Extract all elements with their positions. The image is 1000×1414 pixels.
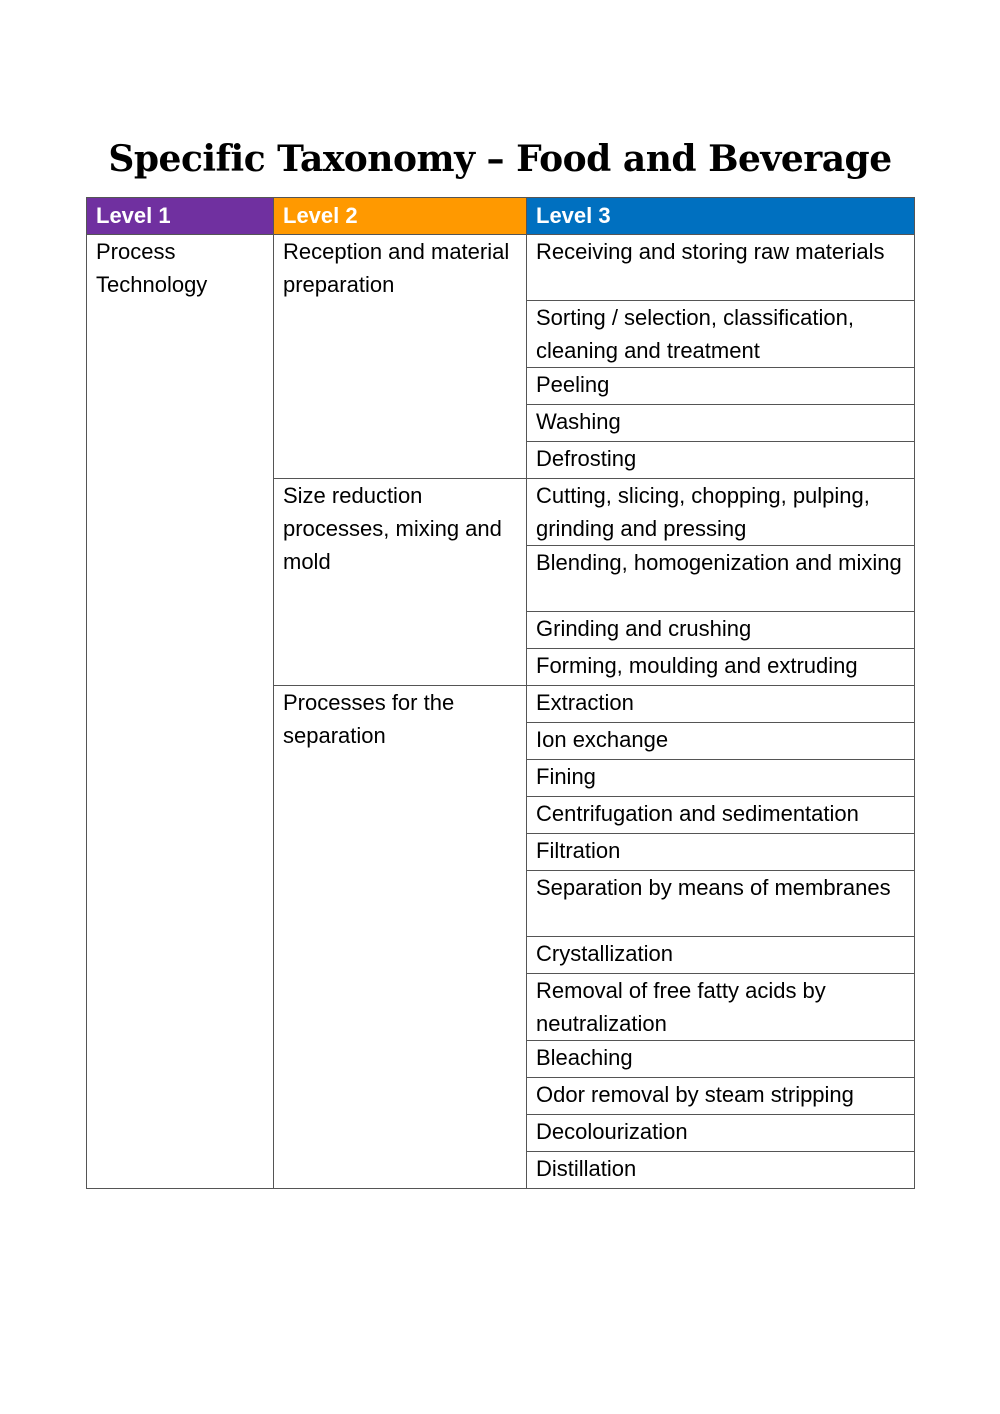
level3-cell: Bleaching [527, 1041, 915, 1078]
header-level-1: Level 1 [87, 198, 274, 235]
level3-cell: Distillation [527, 1152, 915, 1189]
level2-cell: Reception and material preparation [274, 235, 527, 479]
level2-cell: Size reduction processes, mixing and mold [274, 479, 527, 686]
level3-cell: Sorting / selection, classification, cleaning and treatment [527, 301, 915, 368]
level1-cell: Process Technology [87, 235, 274, 1189]
level3-cell: Odor removal by steam stripping [527, 1078, 915, 1115]
level3-cell: Crystallization [527, 937, 915, 974]
level3-cell: Forming, moulding and extruding [527, 649, 915, 686]
level2-cell: Processes for the separation [274, 686, 527, 1189]
level3-cell: Blending, homogenization and mixing [527, 546, 915, 612]
level3-cell: Fining [527, 760, 915, 797]
page-title: Specific Taxonomy – Food and Beverage [108, 138, 892, 180]
header-level-3: Level 3 [527, 198, 915, 235]
table-header-row [87, 198, 915, 235]
level3-cell: Peeling [527, 368, 915, 405]
level3-cell: Receiving and storing raw materials [527, 235, 915, 301]
level3-cell: Centrifugation and sedimentation [527, 797, 915, 834]
header-level-2: Level 2 [274, 198, 527, 235]
level3-cell: Washing [527, 405, 915, 442]
level3-cell: Cutting, slicing, chopping, pulping, grinding and pressing [527, 479, 915, 546]
level3-cell: Extraction [527, 686, 915, 723]
table-row [87, 235, 915, 301]
level3-cell: Ion exchange [527, 723, 915, 760]
level3-cell: Filtration [527, 834, 915, 871]
level3-cell: Removal of free fatty acids by neutralization [527, 974, 915, 1041]
level3-cell: Separation by means of membranes [527, 871, 915, 937]
level3-cell: Decolourization [527, 1115, 915, 1152]
level3-cell: Defrosting [527, 442, 915, 479]
taxonomy-table [86, 197, 915, 1189]
level3-cell: Grinding and crushing [527, 612, 915, 649]
